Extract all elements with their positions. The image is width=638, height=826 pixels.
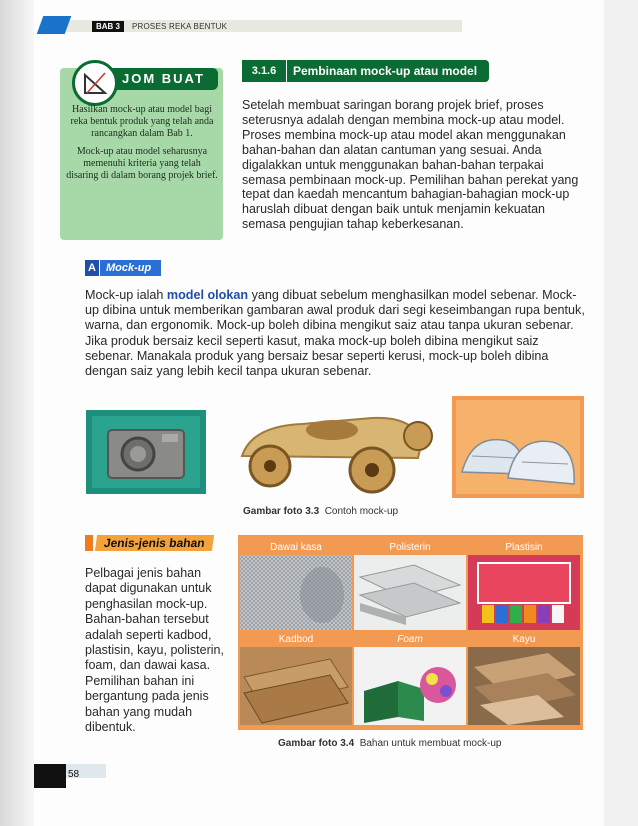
- camera-mockup-photo: [86, 410, 206, 494]
- plasticine-photo: [468, 555, 580, 630]
- figure-3-4-caption: [278, 738, 501, 749]
- section-title: Pembinaan mock-up atau model: [287, 60, 489, 82]
- car-mockup-photo: [222, 396, 436, 496]
- jom-buat-text: [66, 104, 218, 188]
- figure-3-3-text: Contoh mock-up: [324, 506, 399, 517]
- section-intro: Setelah membuat saringan borang projek brief, proses seterusnya adalah dengan membina mock-up atau model. Proses membina mock-up atau model akan menggunakan bahan-bahan dan alatan cantuman yang sesuai. Anda digalakkan untuk menggunakan bahan-bahan terpakai semasa pembinaan mock-up. Pemilihan bahan perekat yang tepat dan kaedah mencantum bahagian-bahagian mock-up haruslah dibuat dengan baik untuk menjamin kekuatan semasa pengujian tahap keberkesanan.: [242, 98, 579, 232]
- mockup-highlight: model olokan: [166, 288, 249, 302]
- jom-buat-text-2: Mock-up atau model seharusnya memenuhi kriteria yang telah disaring di dalam borang projek brief.: [66, 146, 218, 181]
- figure-3-4-text: Bahan untuk membuat mock-up: [359, 738, 502, 749]
- jom-buat-text-1: Hasilkan mock-up atau model bagi reka bentuk produk yang telah anda rancangkan dalam Bab 1.: [70, 104, 214, 139]
- bahan-paragraph: Pelbagai jenis bahan dapat digunakan untuk penghasilan mock-up. Bahan-bahan tersebut adalah seperti kadbod, plastisin, kayu, polisterin, foam, dan dawai kasa. Pemilihan bahan ini bergantung pada jenis bahan yang mudah dibentuk.: [85, 566, 224, 735]
- wood-photo: [468, 647, 580, 725]
- shoe-mockup-photo: [452, 396, 584, 498]
- label-kadbod: Kadbod: [278, 634, 314, 645]
- bahan-title: Jenis-jenis bahan: [95, 535, 214, 551]
- page-number: 58: [68, 769, 80, 780]
- label-kayu: Kayu: [512, 634, 536, 645]
- cardboard-photo: [240, 647, 352, 725]
- figure-3-3-caption: [243, 506, 398, 517]
- chapter-badge: BAB 3: [92, 21, 124, 32]
- label-plastisin: Plastisin: [505, 542, 543, 553]
- polystyrene-photo: [354, 555, 466, 630]
- jom-buat-title: JOM BUAT: [122, 71, 205, 86]
- section-number: 3.1.6: [242, 60, 286, 82]
- page-number-bar: [34, 764, 66, 788]
- label-dawai-kasa: Dawai kasa: [270, 542, 322, 553]
- wire-mesh-photo: [240, 555, 352, 630]
- subsection-title: Mock-up: [100, 260, 161, 276]
- floral-foam-photo: [354, 647, 466, 725]
- label-polisterin: Polisterin: [389, 542, 431, 553]
- mockup-para-start: Mock-up ialah: [85, 288, 167, 302]
- subsection-letter: A: [85, 260, 99, 276]
- page-gutter-shadow: [0, 0, 34, 826]
- mockup-para-rest: yang dibuat sebelum menghasilkan model sebenar. Mock-up dibina untuk memberikan gambaran awal produk dari segi keseimbangan rupa bentuk, warna, dan ergonomik. Mock-up boleh dibina mengikut saiz atau tanpa ukuran sebenar. Jika produk bersaiz kecil seperti kasut, maka mock-up boleh dibina mengikut saiz sebenar. Manakala produk yang bersaiz besar seperti kerusi, mock-up boleh dibina dengan saiz yang lebih kecil tanpa ukuran sebenar.: [85, 288, 585, 379]
- bahan-tag: [85, 535, 93, 551]
- chapter-title: PROSES REKA BENTUK: [132, 22, 228, 31]
- figure-3-3-label: Gambar foto 3.3: [243, 506, 320, 517]
- mockup-paragraph: [85, 288, 585, 379]
- label-foam: Foam: [397, 634, 423, 645]
- figure-3-4-label: Gambar foto 3.4: [278, 738, 355, 749]
- set-square-icon: [72, 60, 118, 106]
